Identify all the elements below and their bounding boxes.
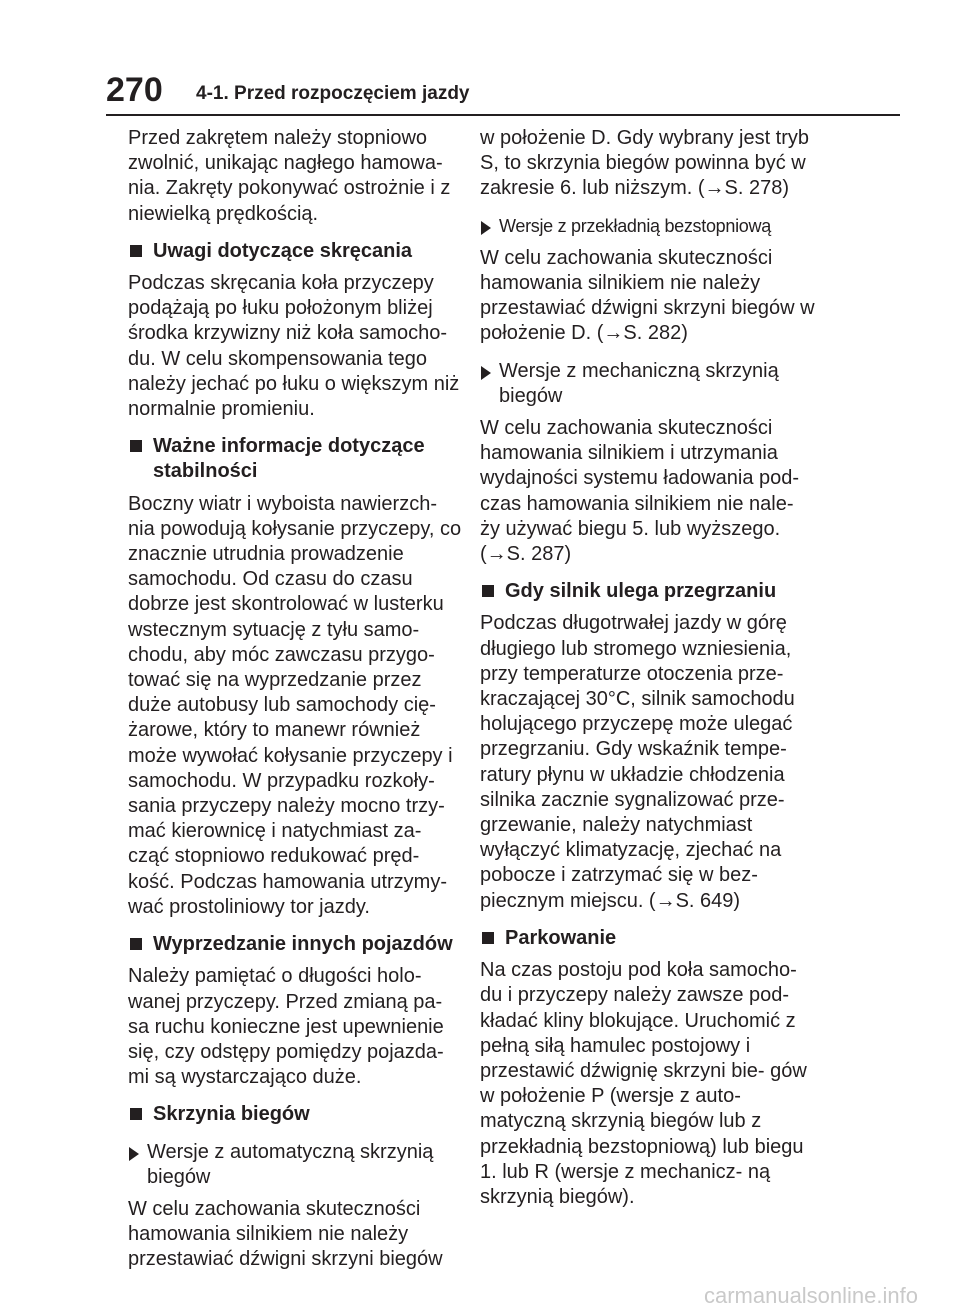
section-heading-gearbox (128, 1102, 463, 1127)
bullet-text: Wersje z automatyczną skrzynią biegów (147, 1140, 434, 1188)
page-header (0, 0, 960, 116)
watermark: carmanualsonline.info (703, 1283, 918, 1308)
section-heading-parking (480, 926, 815, 951)
triangle-bullet-icon (129, 1147, 139, 1161)
heading-text: Wyprzedzanie innych pojazdów (153, 933, 453, 956)
triangle-bullet-icon (481, 221, 491, 235)
paragraph-automatic-continued: w położenie D. Gdy wybrany jest tryb S, to skrzynia biegów powinna być w zakresie 6. lub niższym. (→S. 278) (480, 127, 810, 200)
section-heading-overheating (480, 579, 815, 604)
section-heading-stability (128, 434, 463, 484)
left-column (128, 126, 463, 1280)
paragraph-manual: W celu zachowania skuteczności hamowania silnikiem i utrzymania wydajności systemu ładowania pod- czas hamowania silnikiem nie nale- ży używać biegu 5. lub wyższego. (→S. 287) (480, 417, 800, 566)
heading-text: Skrzynia biegów (153, 1103, 310, 1126)
bullet-automatic (128, 1140, 463, 1190)
square-bullet-icon (130, 440, 142, 452)
paragraph-automatic: W celu zachowania skuteczności hamowania silnikiem nie należy przestawiać dźwigni skrzyni biegów (128, 1197, 443, 1271)
heading-text: Gdy silnik ulega przegrzaniu (505, 580, 777, 603)
right-column (480, 126, 815, 1217)
header-rule (106, 114, 900, 116)
heading-text: Ważne informacje dotyczące stabilności (153, 435, 425, 483)
paragraph-stability: Boczny wiatr i wyboista nawierzch- nia powodują kołysanie przyczepy, co znacznie utrudnia prowadzenie samochodu. Od czasu do czasu dobrze jest skontrolować w lusterku wstecznym sytuację z tyłu samo- chodu, aby móc zawczasu przygo- tować się na wyprzedzanie przez duże autobusy lub samochody cię- żarowe, który to manewr również może wywołać kołysanie przyczepy i samochodu. W przypadku rozkoły- sania przyczepy należy mocno trzy- mać kierownicę i natychmiast za- cząć stopniowo redukować pręd- kość. Podczas hamowania utrzymy- wać prostoliniowy tor jazdy. (128, 492, 462, 918)
heading-text: Uwagi dotyczące skręcania (153, 239, 413, 262)
paragraph-turning: Podczas skręcania koła przyczepy podążają po łuku położonym bliżej środka krzywizny niż koła samocho- du. W celu skompensowania tego należy jechać po łuku o większym niż normalnie promieniu. (128, 272, 460, 421)
bullet-text: Wersje z przekładnią bezstopniową (499, 215, 771, 236)
square-bullet-icon (482, 585, 494, 597)
intro-paragraph: Przed zakrętem należy stopniowo zwolnić, unikając nagłego hamowa- nia. Zakręty pokonywać ostrożnie i z niewielką prędkością. (128, 127, 451, 225)
paragraph-parking: Na czas postoju pod koła samocho- du i przyczepy należy zawsze pod- kładać kliny blokujące. Uruchomić z pełną siłą hamulec postojowy i przestawić dźwignię skrzyni bie- gów w położenie P (wersje z auto- matyczną skrzynią biegów lub z przekładnią bezstopniową) lub biegu 1. lub R (wersje z mechanicz- ną skrzynią biegów). (480, 959, 807, 1208)
bullet-cvt (480, 214, 815, 239)
chapter-title: 4-1. Przed rozpoczęciem jazdy (196, 83, 470, 104)
square-bullet-icon (130, 245, 142, 257)
square-bullet-icon (130, 1108, 142, 1120)
bullet-text: Wersje z mechaniczną skrzynią biegów (499, 359, 779, 407)
section-heading-turning (128, 239, 463, 264)
paragraph-overheating: Podczas długotrwałej jazdy w górę długiego lub stromego wzniesienia, przy temperaturze otoczenia prze- kraczającej 30°C, silnik samochodu holującego przyczepę może ulegać przegrzaniu. Gdy wskaźnik tempe- ratury płynu w układzie chłodzenia silnika zacznie sygnalizować prze- grzewanie, należy natychmiast wyłączyć klimatyzację, zjechać na pobocze i zatrzymać się w bez- piecznym miejscu. (→S. 649) (480, 612, 795, 912)
paragraph-cvt: W celu zachowania skuteczności hamowania silnikiem nie należy przestawiać dźwigni skrzyni biegów w położenie D. (→S. 282) (480, 246, 815, 345)
heading-text: Parkowanie (505, 926, 617, 949)
square-bullet-icon (482, 932, 494, 944)
triangle-bullet-icon (481, 366, 491, 380)
section-heading-overtaking (128, 932, 463, 957)
paragraph-overtaking: Należy pamiętać o długości holo- wanej przyczepy. Przed zmianą pa- sa ruchu konieczne jest upewnienie się, czy odstępy pomiędzy pojazda- mi są wystarczająco duże. (128, 965, 444, 1089)
page-number: 270 (106, 71, 163, 109)
square-bullet-icon (130, 938, 142, 950)
bullet-manual (480, 359, 815, 409)
